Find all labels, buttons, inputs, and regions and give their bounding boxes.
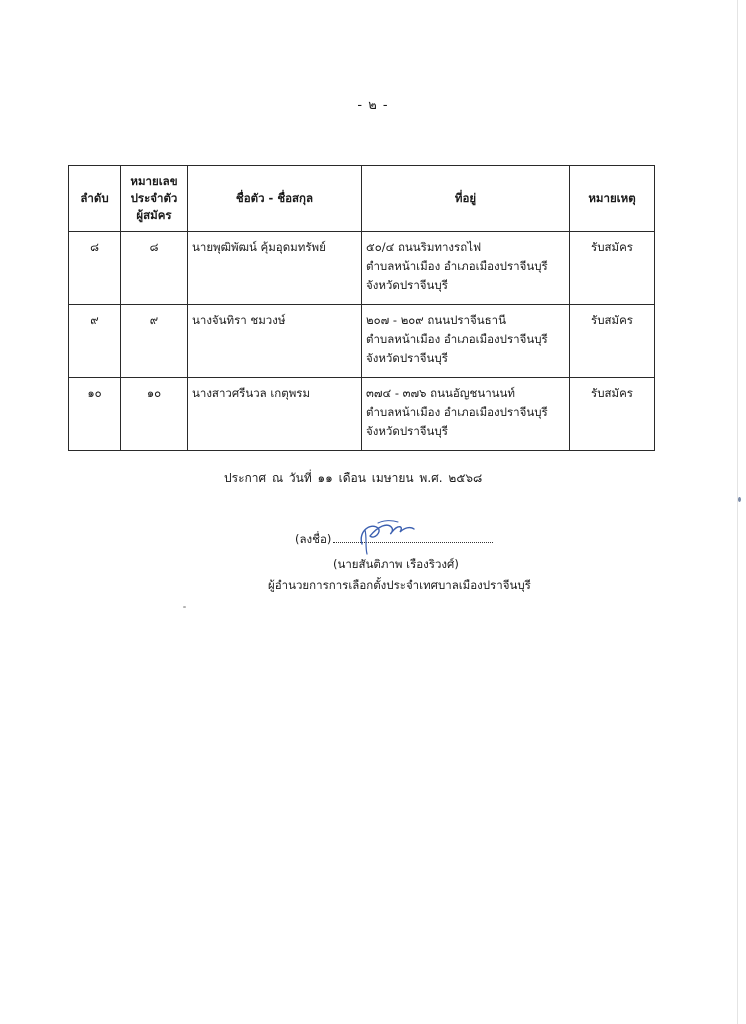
address-line: ตำบลหน้าเมือง อำเภอเมืองปราจีนบุรี — [366, 404, 548, 419]
cell-order: ๘ — [69, 232, 121, 305]
address-line: ๒๐๗ - ๒๐๙ ถนนปราจีนธานี — [366, 313, 506, 327]
table-row — [69, 305, 655, 378]
header-number-line: ประจำตัว — [130, 191, 178, 206]
cell-address — [362, 305, 570, 378]
page-edge — [737, 0, 738, 1024]
handwritten-signature — [348, 514, 418, 556]
address-line: ๕๐/๔ ถนนริมทางรถไฟ — [366, 240, 482, 254]
scan-speck — [183, 606, 186, 608]
candidates-table — [68, 165, 655, 451]
cell-order: ๑๐ — [69, 378, 121, 451]
address-line: ตำบลหน้าเมือง อำเภอเมืองปราจีนบุรี — [366, 258, 548, 273]
header-order: ลำดับ — [69, 166, 121, 232]
cell-candidate-number: ๙ — [121, 305, 188, 378]
cell-name: นางสาวศรีนวล เกตุพรม — [188, 378, 362, 451]
page-number: - ๒ - — [357, 98, 389, 113]
address-line: จังหวัดปราจีนบุรี — [366, 277, 448, 292]
header-address: ที่อยู่ — [362, 166, 570, 232]
cell-order: ๙ — [69, 305, 121, 378]
cell-note: รับสมัคร — [570, 378, 655, 451]
announcement-date: ประกาศ ณ วันที่ ๑๑ เดือน เมษายน พ.ศ. ๒๕๖๘ — [224, 471, 483, 485]
cell-name: นางจันทิรา ชมวงษ์ — [188, 305, 362, 378]
table-row — [69, 232, 655, 305]
address-line: ตำบลหน้าเมือง อำเภอเมืองปราจีนบุรี — [366, 331, 548, 346]
cell-note: รับสมัคร — [570, 305, 655, 378]
address-line: จังหวัดปราจีนบุรี — [366, 350, 448, 365]
header-number-line: หมายเลข — [130, 174, 178, 189]
scan-speck — [738, 497, 741, 502]
header-name: ชื่อตัว - ชื่อสกุล — [188, 166, 362, 232]
cell-address — [362, 232, 570, 305]
header-number-line: ผู้สมัคร — [136, 207, 172, 222]
address-line: ๓๗๔ - ๓๗๖ ถนนอัญชนานนท์ — [366, 386, 515, 400]
cell-candidate-number: ๑๐ — [121, 378, 188, 451]
table-row — [69, 378, 655, 451]
address-line: จังหวัดปราจีนบุรี — [366, 423, 448, 438]
cell-address — [362, 378, 570, 451]
sign-label: (ลงชื่อ) — [295, 532, 332, 546]
header-candidate-number — [121, 166, 188, 232]
cell-name: นายพุฒิพัฒน์ คุ้มอุดมทรัพย์ — [188, 232, 362, 305]
header-note: หมายเหตุ — [570, 166, 655, 232]
signer-name: (นายสันติภาพ เรืองริวงศ์) — [333, 557, 459, 571]
cell-note: รับสมัคร — [570, 232, 655, 305]
table-header-row — [69, 166, 655, 232]
signer-position: ผู้อำนวยการการเลือกตั้งประจำเทศบาลเมืองปราจีนบุรี — [268, 578, 531, 592]
cell-candidate-number: ๘ — [121, 232, 188, 305]
